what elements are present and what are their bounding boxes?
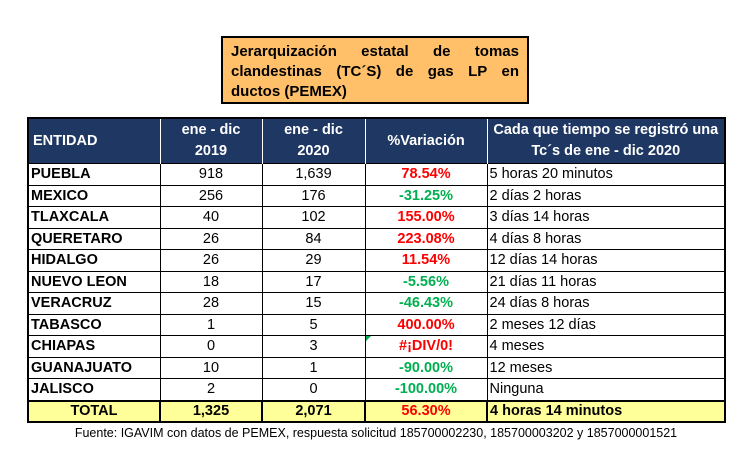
cell-variacion: -100.00% <box>365 379 487 401</box>
cell-2019: 10 <box>160 357 262 379</box>
table-row <box>28 293 725 315</box>
table-row <box>28 336 725 358</box>
table-row <box>28 271 725 293</box>
total-2020: 2,071 <box>262 401 365 422</box>
cell-2020: 1,639 <box>262 164 365 186</box>
cell-variacion: 78.54% <box>365 164 487 186</box>
cell-entidad: QUERETARO <box>28 228 160 250</box>
cell-variacion: -31.25% <box>365 185 487 207</box>
cell-2019: 28 <box>160 293 262 315</box>
cell-variacion: -5.56% <box>365 271 487 293</box>
cell-tiempo: 5 horas 20 minutos <box>487 164 725 186</box>
cell-2019: 40 <box>160 207 262 229</box>
table-row <box>28 250 725 272</box>
cell-variacion: 223.08% <box>365 228 487 250</box>
table-row <box>28 379 725 401</box>
cell-tiempo: 2 meses 12 días <box>487 314 725 336</box>
data-table <box>27 117 726 423</box>
header-variacion: %Variación <box>365 118 487 164</box>
cell-tiempo: 12 meses <box>487 357 725 379</box>
cell-entidad: HIDALGO <box>28 250 160 272</box>
cell-2020: 29 <box>262 250 365 272</box>
cell-2019: 26 <box>160 250 262 272</box>
header-2019: ene - dic 2019 <box>160 118 262 164</box>
header-row <box>28 118 725 164</box>
cell-2020: 15 <box>262 293 365 315</box>
table-title: Jerarquización estatal de tomas clandestinas (TC´S) de gas LP en ductos (PEMEX) <box>221 36 529 104</box>
total-variacion: 56.30% <box>365 401 487 422</box>
cell-entidad: TABASCO <box>28 314 160 336</box>
cell-2019: 256 <box>160 185 262 207</box>
cell-2020: 0 <box>262 379 365 401</box>
cell-variacion: #¡DIV/0! <box>365 336 487 358</box>
cell-2019: 18 <box>160 271 262 293</box>
source-footnote: Fuente: IGAVIM con datos de PEMEX, respuesta solicitud 185700002230, 185700003202 y 1857000001521 <box>74 426 678 440</box>
header-tiempo: Cada que tiempo se registró una Tc´s de ene - dic 2020 <box>487 118 725 164</box>
table-row <box>28 228 725 250</box>
cell-entidad: VERACRUZ <box>28 293 160 315</box>
cell-2019: 2 <box>160 379 262 401</box>
table-row <box>28 164 725 186</box>
cell-tiempo: 2 días 2 horas <box>487 185 725 207</box>
cell-2020: 3 <box>262 336 365 358</box>
cell-variacion: 11.54% <box>365 250 487 272</box>
cell-variacion: 155.00% <box>365 207 487 229</box>
cell-2019: 0 <box>160 336 262 358</box>
cell-variacion: -90.00% <box>365 357 487 379</box>
total-row <box>28 401 725 422</box>
table-row <box>28 185 725 207</box>
cell-entidad: MEXICO <box>28 185 160 207</box>
cell-2019: 1 <box>160 314 262 336</box>
cell-2019: 918 <box>160 164 262 186</box>
cell-tiempo: Ninguna <box>487 379 725 401</box>
cell-entidad: CHIAPAS <box>28 336 160 358</box>
cell-2020: 102 <box>262 207 365 229</box>
total-label: TOTAL <box>28 401 160 422</box>
cell-2020: 17 <box>262 271 365 293</box>
table-row <box>28 357 725 379</box>
cell-variacion: 400.00% <box>365 314 487 336</box>
header-2020: ene - dic 2020 <box>262 118 365 164</box>
error-indicator-icon <box>366 336 371 341</box>
cell-2020: 176 <box>262 185 365 207</box>
total-2019: 1,325 <box>160 401 262 422</box>
cell-tiempo: 4 meses <box>487 336 725 358</box>
cell-tiempo: 21 días 11 horas <box>487 271 725 293</box>
cell-variacion: -46.43% <box>365 293 487 315</box>
cell-entidad: JALISCO <box>28 379 160 401</box>
cell-entidad: PUEBLA <box>28 164 160 186</box>
cell-tiempo: 24 días 8 horas <box>487 293 725 315</box>
header-entidad: ENTIDAD <box>28 118 160 164</box>
cell-2020: 1 <box>262 357 365 379</box>
table-row <box>28 314 725 336</box>
cell-2020: 5 <box>262 314 365 336</box>
cell-tiempo: 12 días 14 horas <box>487 250 725 272</box>
total-tiempo: 4 horas 14 minutos <box>487 401 725 422</box>
cell-tiempo: 4 días 8 horas <box>487 228 725 250</box>
cell-2019: 26 <box>160 228 262 250</box>
cell-tiempo: 3 días 14 horas <box>487 207 725 229</box>
cell-entidad: TLAXCALA <box>28 207 160 229</box>
cell-2020: 84 <box>262 228 365 250</box>
table-row <box>28 207 725 229</box>
cell-entidad: NUEVO LEON <box>28 271 160 293</box>
cell-entidad: GUANAJUATO <box>28 357 160 379</box>
